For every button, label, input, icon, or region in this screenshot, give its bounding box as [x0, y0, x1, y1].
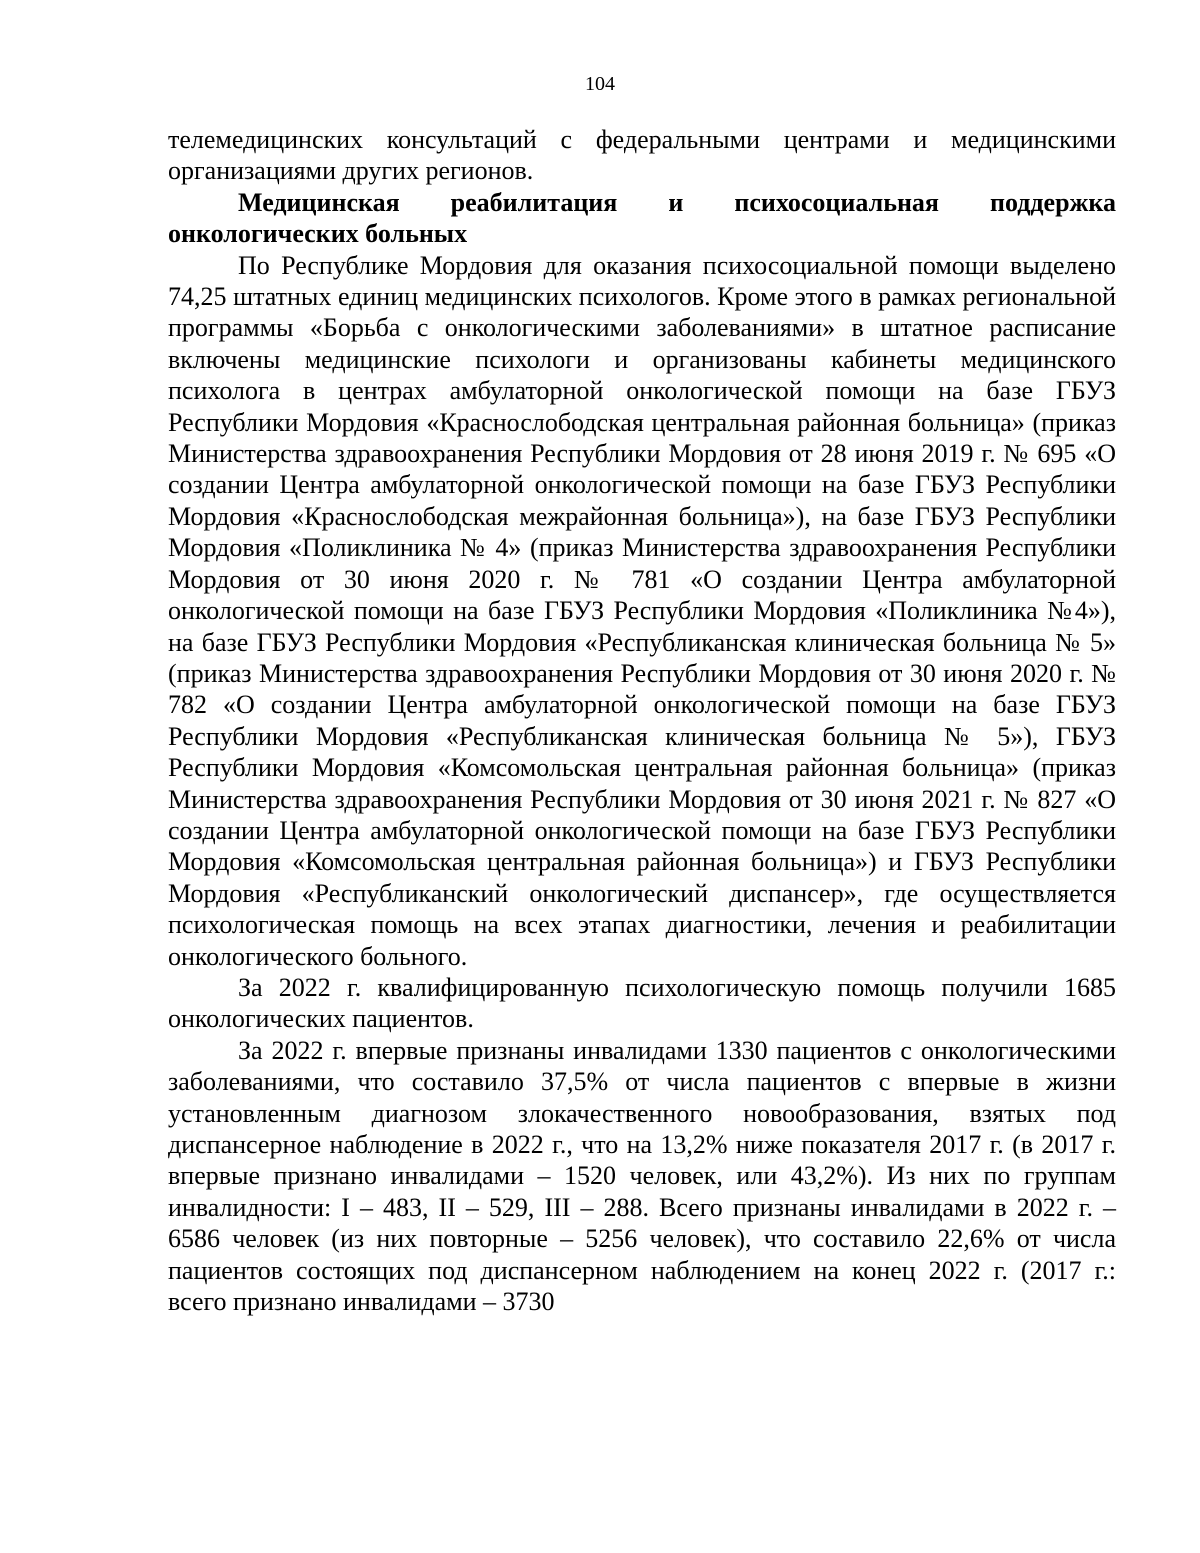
- page-number: 104: [585, 73, 615, 95]
- document-body: [168, 124, 1116, 1317]
- section-heading: Медицинская реабилитация и психосоциальная поддержка онкологических больных: [168, 187, 1116, 249]
- paragraph-psychologists: По Республике Мордовия для оказания психосоциальной помощи выделено 74,25 штатных единиц медицинских психологов. Кроме этого в рамках региональной программы «Борьба с онкологическими заболеваниями» в штатное расписание включены медицинские психологи и организованы кабинеты медицинского психолога в центрах амбулаторной онкологической помощи на базе ГБУЗ Республики Мордовия «Краснослободская центральная районная больница» (приказ Министерства здравоохранения Республики Мордовия от 28 июня 2019 г. № 695 «О создании Центра амбулаторной онкологической помощи на базе ГБУЗ Республики Мордовия «Краснослободская межрайонная больница»), на базе ГБУЗ Республики Мордовия «Поликлиника № 4» (приказ Министерства здравоохранения Республики Мордовия от 30 июня 2020 г. № 781 «О создании Центра амбулаторной онкологической помощи на базе ГБУЗ Республики Мордовия «Поликлиника №4»), на базе ГБУЗ Республики Мордовия «Республиканская клиническая больница № 5» (приказ Министерства здравоохранения Республики Мордовия от 30 июня 2020 г. № 782 «О создании Центра амбулаторной онкологической помощи на базе ГБУЗ Республики Мордовия «Республиканская клиническая больница № 5»), ГБУЗ Республики Мордовия «Комсомольская центральная районная больница» (приказ Министерства здравоохранения Республики Мордовия от 30 июня 2021 г. № 827 «О создании Центра амбулаторной онкологической помощи на базе ГБУЗ Республики Мордовия «Комсомольская центральная районная больница») и ГБУЗ Республики Мордовия «Республиканский онкологический диспансер», где осуществляется психологическая помощь на всех этапах диагностики, лечения и реабилитации онкологического больного.: [168, 250, 1116, 971]
- paragraph-disability: За 2022 г. впервые признаны инвалидами 1330 пациентов с онкологическими заболеваниями, что составило 37,5% от числа пациентов с впервые в жизни установленным диагнозом злокачественного новообразования, взятых под диспансерное наблюдение в 2022 г., что на 13,2% ниже показателя 2017 г. (в 2017 г. впервые признано инвалидами – 1520 человек, или 43,2%). Из них по группам инвалидности: I – 483, II – 529, III – 288. Всего признаны инвалидами в 2022 г. – 6586 человек (из них повторные – 5256 человек), что составило 22,6% от числа пациентов состоящих под диспансерном наблюдением на конец 2022 г. (2017 г.: всего признано инвалидами – 3730: [168, 1035, 1116, 1317]
- paragraph-continuation: телемедицинских консультаций с федеральными центрами и медицинскими организациями других регионов.: [168, 125, 1116, 186]
- paragraph-psych-help: За 2022 г. квалифицированную психологическую помощь получили 1685 онкологических пациентов.: [168, 972, 1116, 1034]
